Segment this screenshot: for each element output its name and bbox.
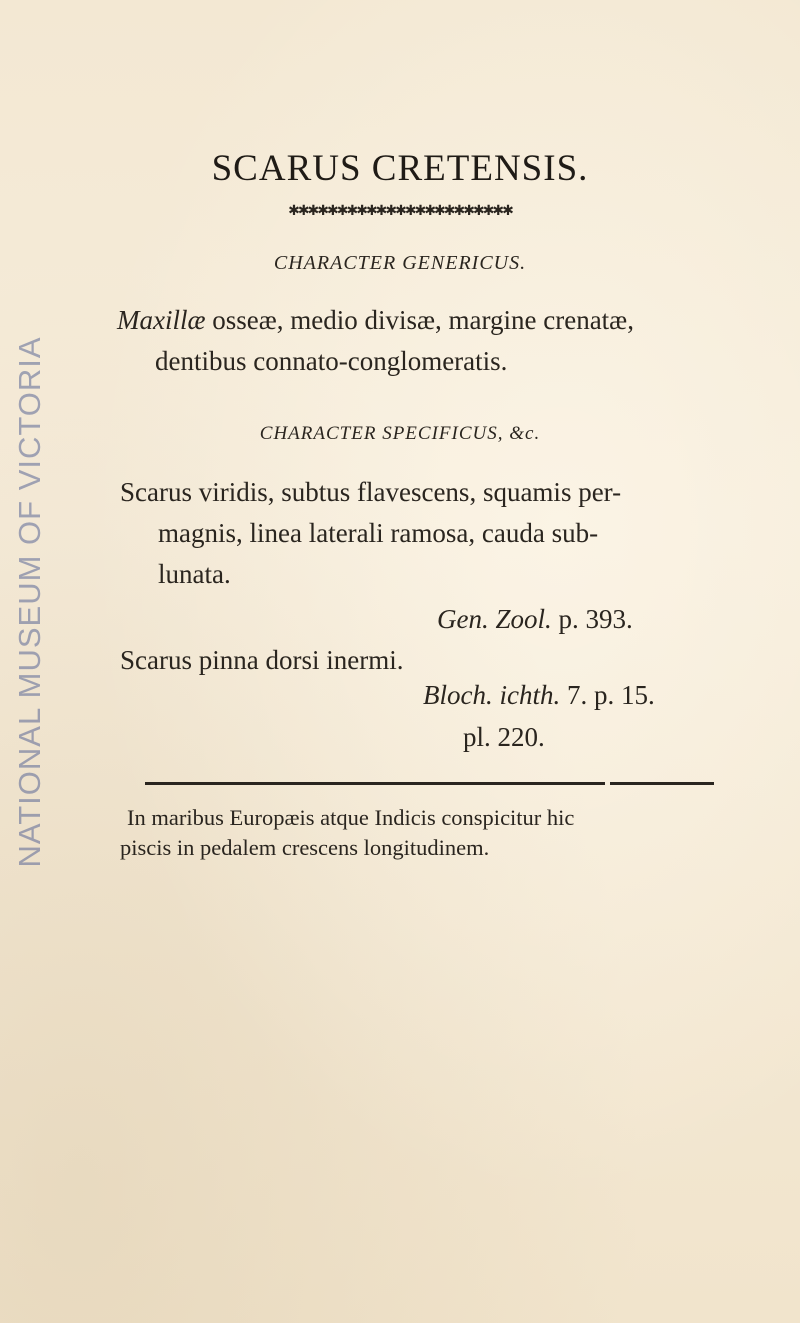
specific-desc1-line-3: lunata. xyxy=(158,559,231,589)
generic-line-1 xyxy=(117,305,634,335)
specific-desc1-line-1: Scarus viridis, subtus flavescens, squamis per- xyxy=(120,477,622,507)
reference-gen-zool-title: Gen. Zool. xyxy=(437,604,552,634)
specific-description-2: Scarus pinna dorsi inermi. xyxy=(120,645,404,675)
asterisk-ornament-rule: ✱✱✱✱✱✱✱✱✱✱✱✱✱✱✱✱✱✱✱✱✱✱✱ xyxy=(288,203,512,219)
page-title: SCARUS CRETENSIS. xyxy=(211,148,589,189)
section-divider-end xyxy=(610,782,714,785)
specific-description-1 xyxy=(120,472,621,595)
habitat-note xyxy=(120,803,574,863)
section-divider xyxy=(145,782,605,785)
reference-gen-zool xyxy=(437,604,633,635)
generic-line-2: dentibus connato-conglomeratis. xyxy=(155,346,508,376)
habitat-line-1: In maribus Europæis atque Indicis conspicitur hic xyxy=(127,805,575,830)
library-watermark xyxy=(0,0,60,1323)
generic-character-heading: CHARACTER GENERICUS. xyxy=(273,252,527,274)
watermark-text: NATIONAL MUSEUM OF VICTORIA xyxy=(12,336,47,868)
generic-character-description xyxy=(117,300,634,382)
reference-gen-zool-page: p. 393. xyxy=(551,604,633,634)
specific-desc1-line-2: magnis, linea laterali ramosa, cauda sub- xyxy=(158,518,599,548)
generic-line-1-rest: osseæ, medio divisæ, margine crenatæ, xyxy=(205,305,634,335)
maxillae-term: Maxillæ xyxy=(117,305,206,335)
reference-bloch-plate: pl. 220. xyxy=(463,722,545,752)
reference-bloch-title: Bloch. ichth. xyxy=(423,680,561,710)
reference-bloch-page: 7. p. 15. xyxy=(560,680,655,710)
reference-bloch xyxy=(423,680,655,711)
specific-character-heading: CHARACTER SPECIFICUS, &c. xyxy=(259,423,541,444)
habitat-line-2: piscis in pedalem crescens longitudinem. xyxy=(120,835,490,860)
